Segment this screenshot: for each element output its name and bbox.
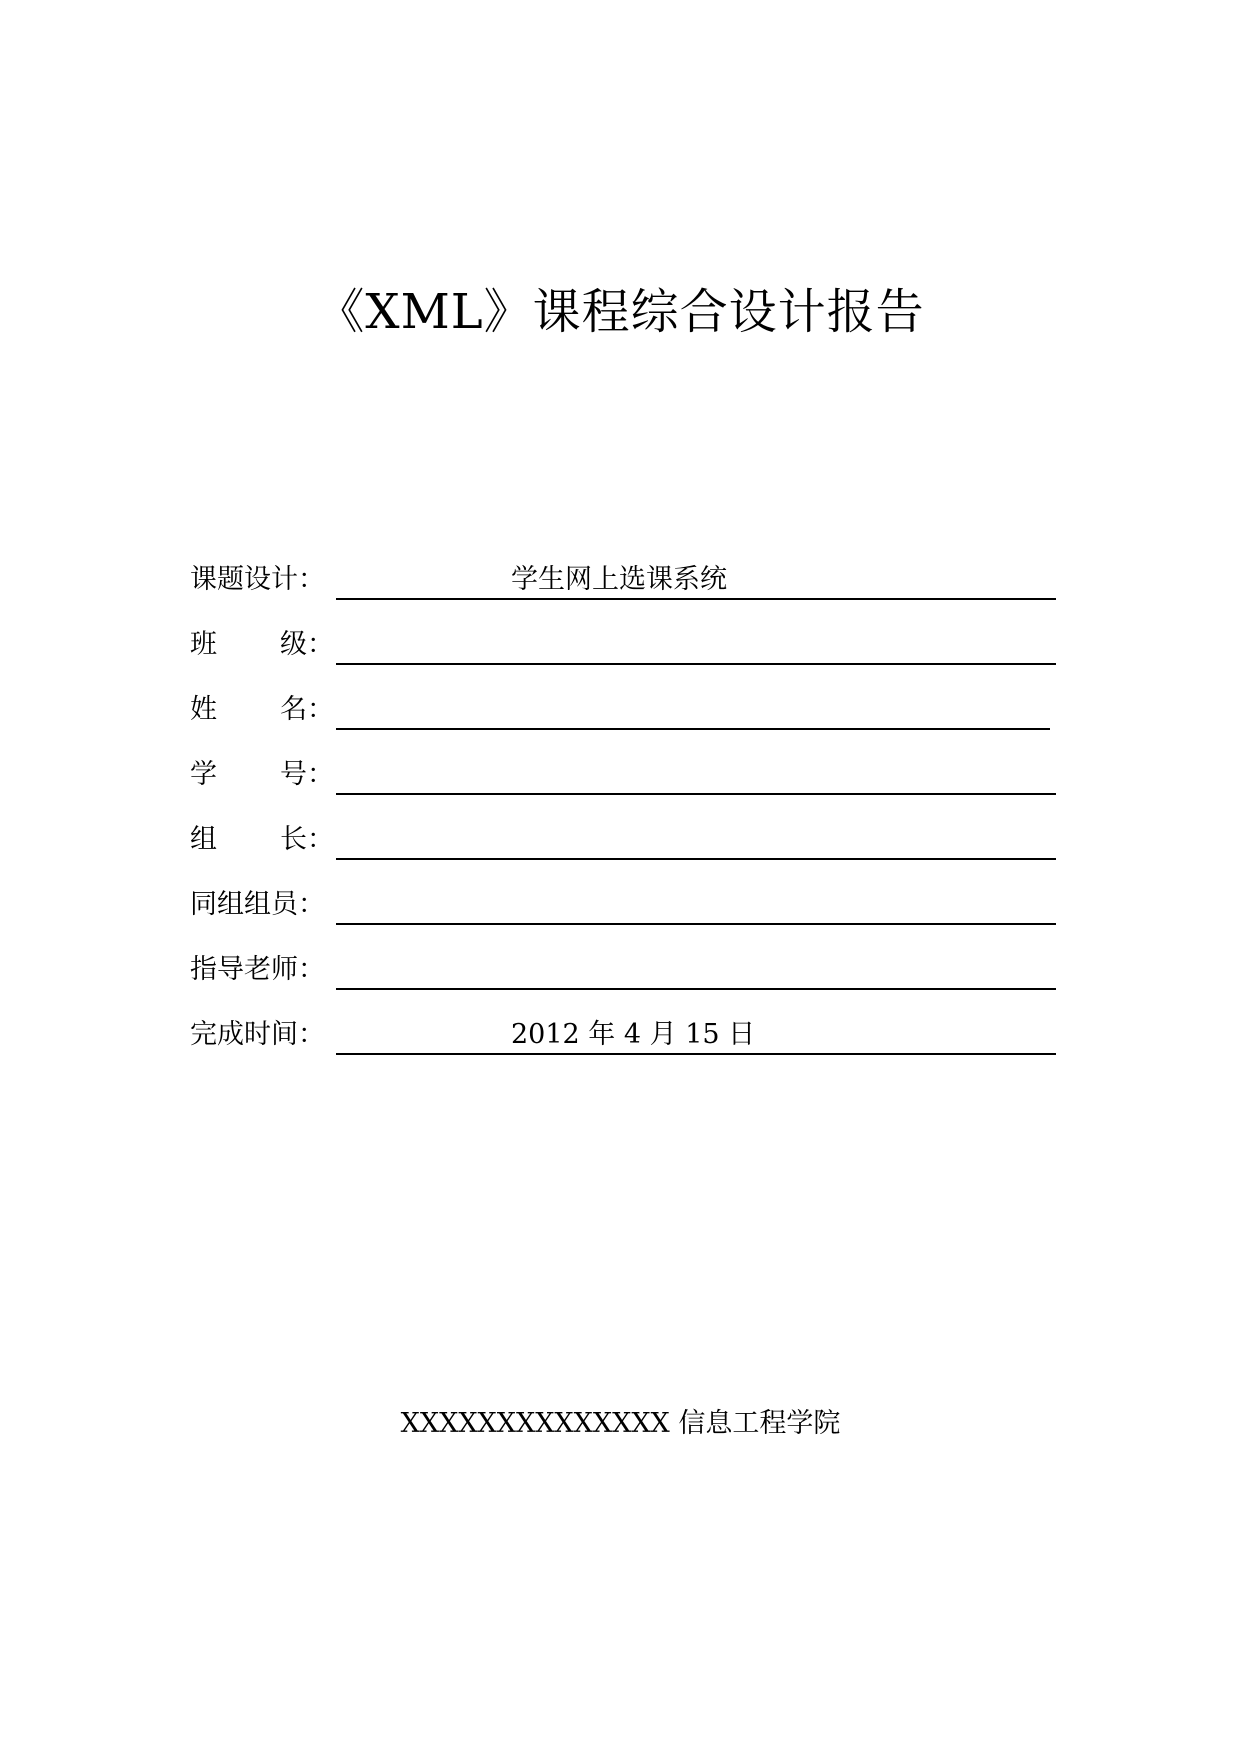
student-id-field xyxy=(336,755,1056,795)
members-label: 同组组员： xyxy=(190,889,325,920)
form-row-completion xyxy=(190,1003,1060,1068)
class-label-a: 班 xyxy=(190,629,217,660)
advisor-label: 指导老师： xyxy=(190,954,325,985)
student-id-label xyxy=(190,757,334,793)
form-row-members xyxy=(190,873,1060,938)
leader-label xyxy=(190,822,334,858)
cover-form xyxy=(190,548,1060,1068)
completion-label: 完成时间： xyxy=(190,1019,325,1050)
members-field xyxy=(336,885,1056,925)
form-row-leader xyxy=(190,808,1060,873)
leader-label-a: 组 xyxy=(190,824,217,855)
completion-value: 2012 年 4 月 15 日 xyxy=(511,1019,756,1050)
form-row-advisor xyxy=(190,938,1060,1003)
class-label xyxy=(190,627,334,663)
class-label-b: 级： xyxy=(280,629,334,660)
topic-value: 学生网上选课系统 xyxy=(511,564,727,595)
form-row-student-id xyxy=(190,743,1060,808)
name-label-a: 姓 xyxy=(190,694,217,725)
topic-label: 课题设计： xyxy=(190,564,325,595)
leader-label-b: 长： xyxy=(280,824,334,855)
form-row-class xyxy=(190,613,1060,678)
institution-footer: XXXXXXXXXXXXXX 信息工程学院 xyxy=(400,1408,841,1439)
name-label xyxy=(190,692,334,728)
topic-field xyxy=(336,560,1056,600)
class-field xyxy=(336,625,1056,665)
name-label-b: 名： xyxy=(280,694,334,725)
leader-field xyxy=(336,820,1056,860)
form-row-name xyxy=(190,678,1060,743)
name-field xyxy=(336,690,1050,730)
student-id-label-b: 号： xyxy=(280,759,334,790)
completion-field xyxy=(336,1015,1056,1055)
form-row-topic xyxy=(190,548,1060,613)
report-title: 《XML》课程综合设计报告 xyxy=(316,284,925,340)
advisor-field xyxy=(336,950,1056,990)
student-id-label-a: 学 xyxy=(190,759,217,790)
